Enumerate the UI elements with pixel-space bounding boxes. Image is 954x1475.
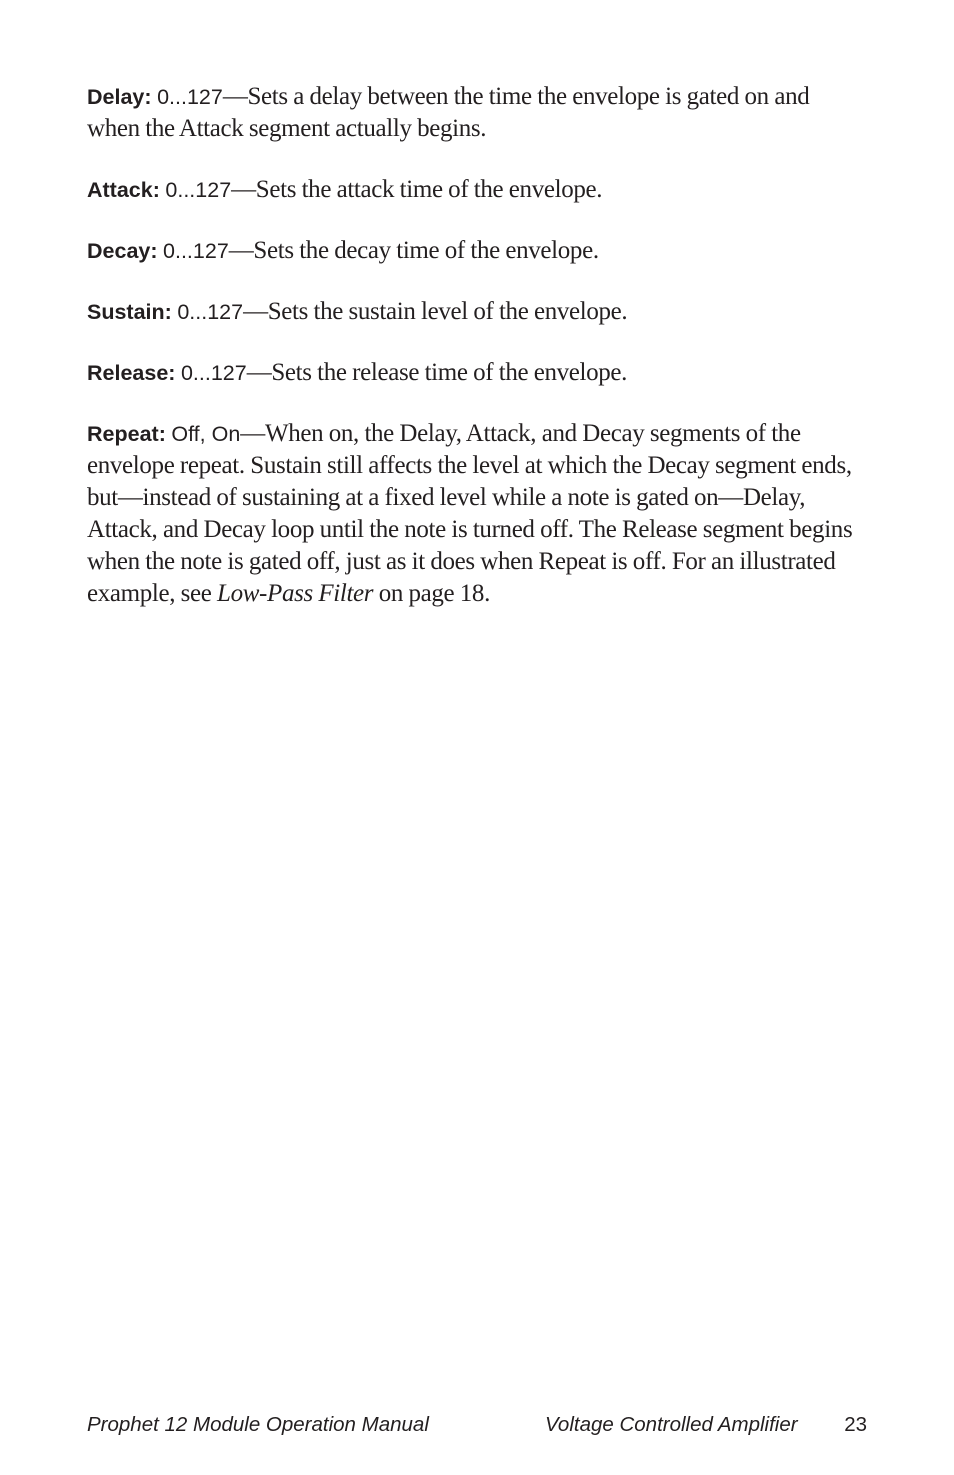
page-content [87, 81, 862, 639]
param-range: 0...127 [157, 85, 223, 109]
param-name: Sustain: [87, 300, 172, 324]
param-description: —Sets the attack time of the envelope. [231, 176, 603, 203]
cross-reference-link[interactable]: Low-Pass Filter [217, 580, 374, 607]
footer-section-title: Voltage Controlled Amplifier [545, 1413, 798, 1436]
param-range: Off, On [171, 422, 241, 446]
param-name: Release: [87, 361, 176, 385]
footer-manual-title: Prophet 12 Module Operation Manual [87, 1413, 429, 1436]
param-release [87, 357, 862, 389]
param-repeat [87, 418, 862, 610]
param-range: 0...127 [180, 361, 247, 385]
param-range: 0...127 [163, 239, 229, 263]
param-description: —Sets the decay time of the envelope. [228, 237, 599, 264]
param-name: Repeat: [87, 422, 166, 446]
footer-page-number: 23 [844, 1413, 867, 1436]
param-range: 0...127 [177, 300, 244, 324]
param-description: —Sets a delay between the time the envelope is gated on and when the Attack segment actually begins. [87, 83, 810, 142]
param-range: 0...127 [165, 178, 232, 202]
param-name: Attack: [87, 178, 160, 202]
param-decay [87, 235, 862, 267]
param-sustain [87, 296, 862, 328]
param-description-end: on page 18. [373, 580, 490, 607]
param-description: —When on, the Delay, Attack, and Decay segments of the envelope repeat. Sustain still affects the level at which the Decay segment ends, but—instead of sustaining at a fixed level while a note is gated on—Delay, Attack, and Decay loop until the note is turned off. The Release segment begins when the note is gated off, just as it does when Repeat is off. For an illustrated example, see [87, 420, 853, 607]
param-attack [87, 174, 862, 206]
page-footer [87, 1411, 867, 1439]
param-name: Delay: [87, 85, 152, 109]
param-description: —Sets the sustain level of the envelope. [243, 298, 628, 325]
param-delay [87, 81, 862, 145]
param-description: —Sets the release time of the envelope. [246, 359, 628, 386]
param-name: Decay: [87, 239, 158, 263]
